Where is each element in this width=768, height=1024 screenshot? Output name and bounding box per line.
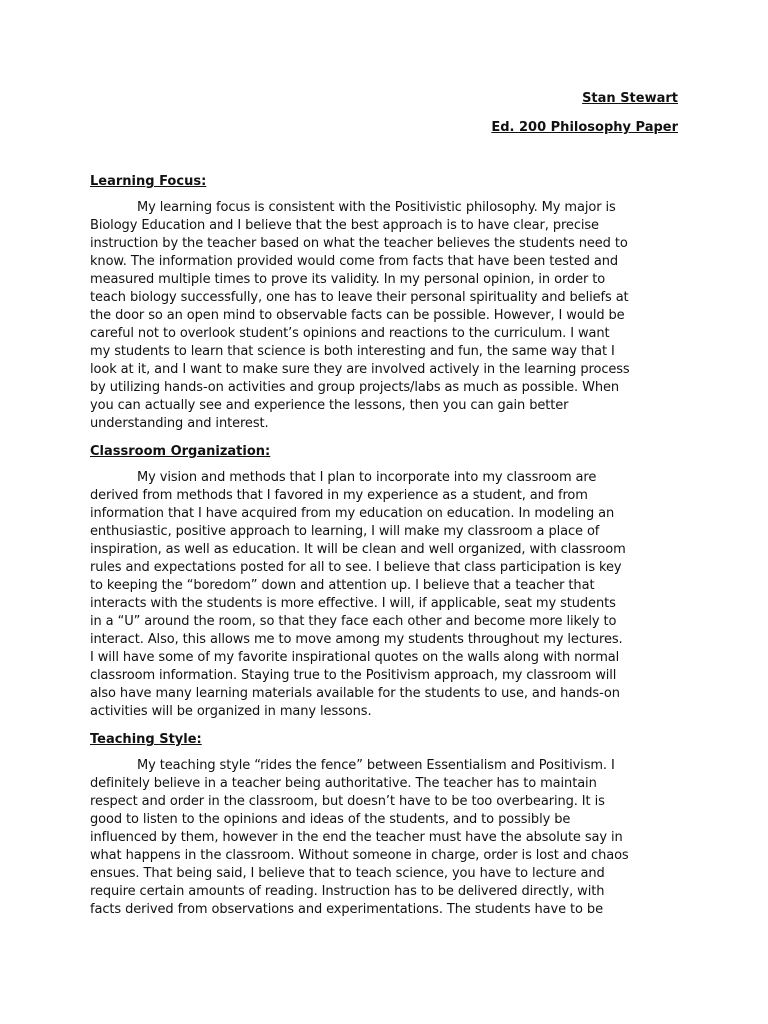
paragraph-line: My vision and methods that I plan to incorporate into my classroom are: [137, 470, 597, 485]
paragraph-line: My learning focus is consistent with the Positivistic philosophy. My major is: [137, 200, 616, 215]
paragraph-line: understanding and interest.: [90, 416, 269, 431]
author-name: Stan Stewart: [582, 91, 678, 106]
paragraph-line: respect and order in the classroom, but doesn’t have to be too overbearing. It is: [90, 794, 605, 809]
paragraph-line: classroom information. Staying true to the Positivism approach, my classroom will: [90, 668, 617, 683]
paragraph-line: look at it, and I want to make sure they are involved actively in the learning process: [90, 362, 630, 377]
paragraph-line: measured multiple times to prove its validity. In my personal opinion, in order to: [90, 272, 606, 287]
section-paragraph: [90, 199, 678, 433]
paragraph-line: good to listen to the opinions and ideas of the students, and to possibly be: [90, 812, 571, 827]
paragraph-line: my students to learn that science is both interesting and fun, the same way that I: [90, 344, 615, 359]
section-heading: Teaching Style:: [90, 732, 202, 747]
section-heading: Learning Focus:: [90, 174, 207, 189]
paragraph-line: influenced by them, however in the end the teacher must have the absolute say in: [90, 830, 623, 845]
paragraph-line: interact. Also, this allows me to move among my students throughout my lectures.: [90, 632, 623, 647]
paragraph-line: teach biology successfully, one has to leave their personal spirituality and beliefs at: [90, 290, 629, 305]
paragraph-line: you can actually see and experience the lessons, then you can gain better: [90, 398, 569, 413]
section-teaching-style: [90, 731, 678, 919]
paragraph-line: activities will be organized in many lessons.: [90, 704, 372, 719]
paragraph-line: in a “U” around the room, so that they face each other and become more likely to: [90, 614, 617, 629]
paragraph-line: ensues. That being said, I believe that to teach science, you have to lecture and: [90, 866, 605, 881]
paragraph-line: facts derived from observations and experimentations. The students have to be: [90, 902, 603, 917]
paper-title: Ed. 200 Philosophy Paper: [491, 120, 678, 135]
paragraph-line: know. The information provided would come from facts that have been tested and: [90, 254, 619, 269]
paragraph-line: enthusiastic, positive approach to learning, I will make my classroom a place of: [90, 524, 600, 539]
section-paragraph: [90, 757, 678, 919]
paragraph-line: rules and expectations posted for all to see. I believe that class participation is key: [90, 560, 622, 575]
paragraph-line: by utilizing hands-on activities and group projects/labs as much as possible. When: [90, 380, 620, 395]
paragraph-line: the door so an open mind to observable facts can be possible. However, I would be: [90, 308, 625, 323]
paragraph-line: derived from methods that I favored in my experience as a student, and from: [90, 488, 588, 503]
paragraph-line: to keeping the “boredom” down and attention up. I believe that a teacher that: [90, 578, 595, 593]
paragraph-line: require certain amounts of reading. Instruction has to be delivered directly, with: [90, 884, 605, 899]
paragraph-line: instruction by the teacher based on what the teacher believes the students need to: [90, 236, 628, 251]
paragraph-line: also have many learning materials available for the students to use, and hands-on: [90, 686, 620, 701]
paragraph-line: Biology Education and I believe that the best approach is to have clear, precise: [90, 218, 599, 233]
paragraph-line: My teaching style “rides the fence” between Essentialism and Positivism. I: [137, 758, 615, 773]
paragraph-line: what happens in the classroom. Without someone in charge, order is lost and chaos: [90, 848, 629, 863]
paragraph-line: inspiration, as well as education. It will be clean and well organized, with classroom: [90, 542, 626, 557]
paragraph-line: I will have some of my favorite inspirational quotes on the walls along with normal: [90, 650, 620, 665]
paragraph-line: careful not to overlook student’s opinions and reactions to the curriculum. I want: [90, 326, 610, 341]
section-paragraph: [90, 469, 678, 721]
section-learning-focus: [90, 173, 678, 433]
paragraph-line: information that I have acquired from my education on education. In modeling an: [90, 506, 615, 521]
paragraph-line: interacts with the students is more effective. I will, if applicable, seat my students: [90, 596, 616, 611]
document-page: [90, 90, 678, 929]
section-heading: Classroom Organization:: [90, 444, 271, 459]
section-classroom-organization: [90, 443, 678, 721]
paragraph-line: definitely believe in a teacher being authoritative. The teacher has to maintain: [90, 776, 597, 791]
